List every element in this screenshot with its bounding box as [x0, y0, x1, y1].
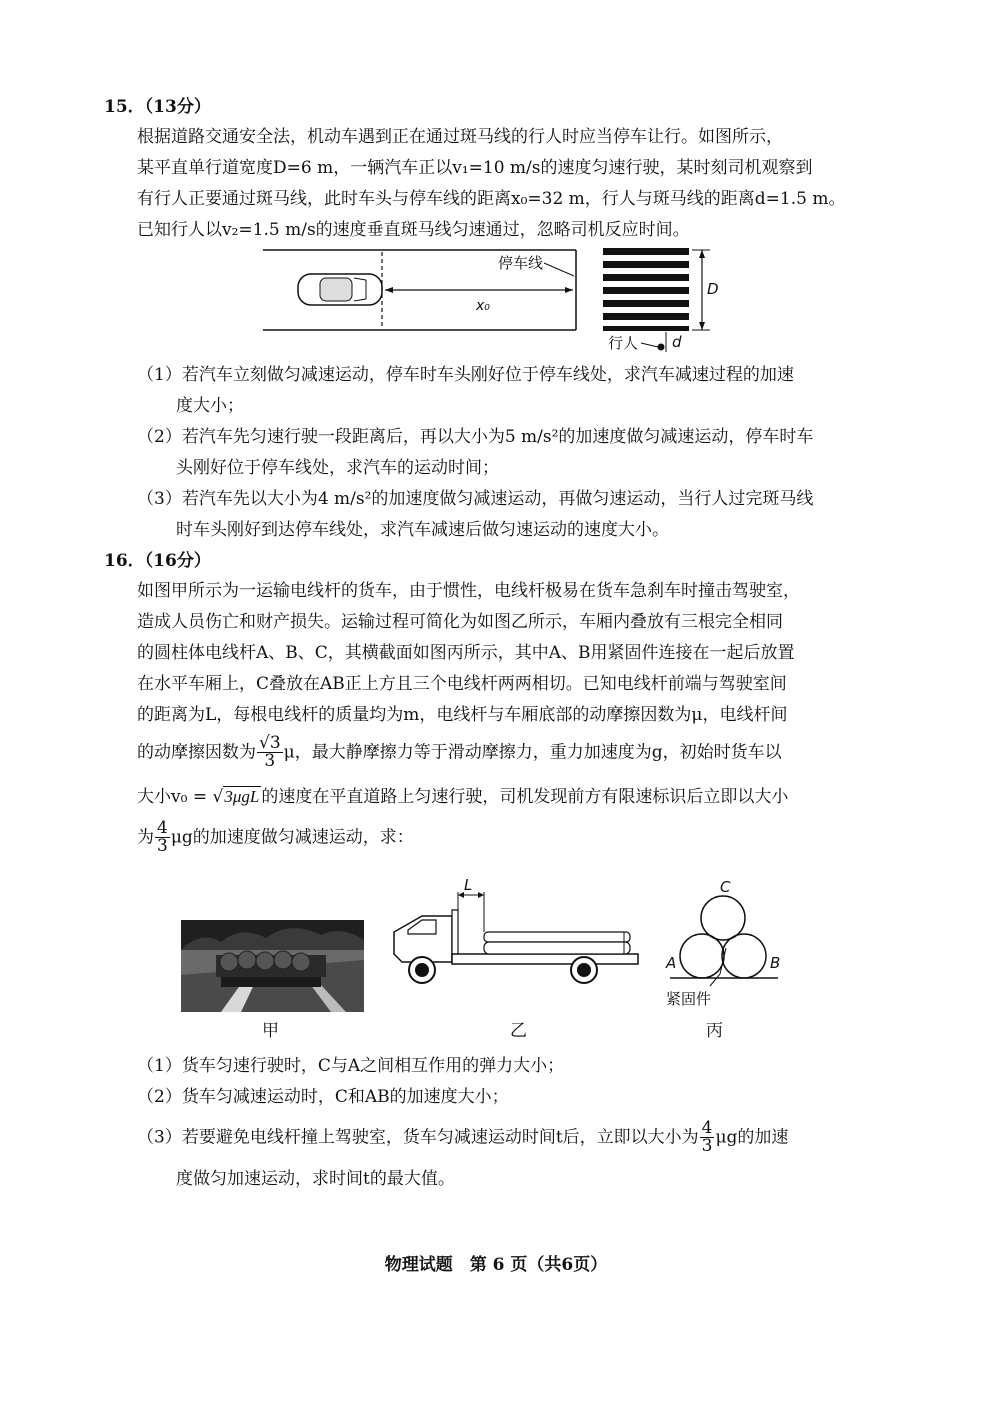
car-icon — [298, 274, 382, 305]
d-label: d — [672, 333, 682, 351]
q15-line-2: 某平直单行道宽度D=6 m，一辆汽车正以v₁=10 m/s的速度匀速行驶，某时刻司机观察到 — [137, 158, 813, 178]
q16-part-2: （2）货车匀减速运动时，C和AB的加速度大小； — [137, 1087, 509, 1107]
q16-header: 16．（16分） — [104, 551, 211, 571]
caption-jia: 甲 — [262, 1021, 279, 1041]
q16-line-7: 大小v₀ = √3μgL 的速度在平直道路上匀速行驶，司机发现前方有限速标识后立即以大小 — [137, 787, 789, 807]
q16-part-3b: 度做匀加速运动，求时间t的最大值。 — [176, 1169, 455, 1189]
q15-line-4: 已知行人以v₂=1.5 m/s的速度垂直斑马线匀速通过，忽略司机反应时间。 — [137, 220, 690, 240]
q16-part-3-post: μg的加速 — [715, 1127, 789, 1148]
fastener-label: 紧固件 — [666, 990, 712, 1008]
stop-line-label: 停车线 — [498, 254, 544, 272]
q16-line-7-post: 的速度在平直道路上匀速行驶，司机发现前方有限速标识后立即以大小 — [261, 787, 789, 807]
fraction-4-over-3: $\frac{4}{3}$ — [157, 818, 168, 856]
cross-section-diagram — [660, 874, 790, 1014]
q15-part-2b: 头刚好位于停车线处，求汽车的运动时间； — [176, 458, 499, 478]
q16-line-3: 的圆柱体电线杆A、B、C，其横截面如图丙所示，其中A、B用紧固件连接在一起后放置 — [137, 643, 795, 663]
zebra-crossing — [603, 248, 689, 331]
A-label: A — [666, 954, 677, 972]
D-label: D — [707, 280, 719, 298]
pole-A — [680, 934, 724, 978]
q15-line-3: 有行人正要通过斑马线，此时车头与停车线的距离x₀=32 m，行人与斑马线的距离d=1.5 m。 — [137, 189, 846, 209]
q16-line-6-pre: 的动摩擦因数为 — [137, 742, 256, 763]
q15-part-1b: 度大小； — [176, 396, 244, 416]
q16-line-8-post: μg的加速度做匀减速运动，求： — [170, 827, 414, 848]
q15-part-2a: （2）若汽车先匀速行驶一段距离后，再以大小为5 m/s²的加速度做匀减速运动，停车时车 — [137, 427, 814, 447]
sqrt-3mugL: 3μgL — [224, 787, 260, 806]
pedestrian-label: 行人 — [608, 334, 639, 352]
truck-diagram — [388, 870, 650, 990]
q16-line-5: 的距离为L，每根电线杆的质量均为m，电线杆与车厢底部的动摩擦因数为μ，电线杆间 — [137, 705, 788, 725]
pole-B — [722, 934, 766, 978]
q15-header: 15．（13分） — [104, 97, 211, 117]
truck-photo — [181, 920, 364, 1012]
L-label: L — [464, 876, 473, 894]
caption-yi: 乙 — [510, 1021, 527, 1041]
q16-line-8-pre: 为 — [137, 827, 154, 848]
q16-part-1: （1）货车匀速行驶时，C与A之间相互作用的弹力大小； — [137, 1056, 565, 1076]
q15-part-3b: 时车头刚好到达停车线处，求汽车减速后做匀速运动的速度大小。 — [176, 520, 669, 540]
C-label: C — [720, 878, 731, 896]
q15-road-diagram — [258, 244, 728, 356]
pole-C — [701, 896, 745, 940]
q16-line-4: 在水平车厢上，C叠放在AB正上方且三个电线杆两两相切。已知电线杆前端与驾驶室间 — [137, 674, 787, 694]
pedestrian-dot — [658, 344, 665, 351]
q15-part-1a: （1）若汽车立刻做匀减速运动，停车时车头刚好位于停车线处，求汽车减速过程的加速 — [137, 365, 794, 385]
q16-part-3-pre: （3）若要避免电线杆撞上驾驶室，货车匀减速运动时间t后，立即以大小为 — [137, 1127, 699, 1148]
B-label: B — [770, 954, 781, 972]
q15-line-1: 根据道路交通安全法，机动车遇到正在通过斑马线的行人时应当停车让行。如图所示， — [137, 127, 783, 147]
q16-line-2: 造成人员伤亡和财产损失。运输过程可简化为如图乙所示，车厢内叠放有三根完全相同 — [137, 612, 783, 632]
q16-line-1: 如图甲所示为一运输电线杆的货车，由于惯性，电线杆极易在货车急刹车时撞击驾驶室， — [137, 581, 800, 601]
fraction-4-over-3-b: $\frac{4}{3}$ — [701, 1118, 713, 1156]
caption-bing: 丙 — [706, 1021, 723, 1041]
fraction-sqrt3-over-3: $\frac{√3}{3}$ — [259, 733, 281, 771]
q16-line-8 — [137, 820, 414, 855]
q15-part-3a: （3）若汽车先以大小为4 m/s²的加速度做匀减速运动，再做匀速运动，当行人过完斑马线 — [137, 489, 814, 509]
q16-line-6-post: μ，最大静摩擦力等于滑动摩擦力，重力加速度为g，初始时货车以 — [283, 742, 782, 763]
q16-part-3 — [137, 1120, 788, 1155]
page-footer: 物理试题 第 6 页（共6页） — [384, 1255, 608, 1275]
x0-label: x₀ — [476, 298, 490, 314]
q16-line-7-pre: 大小v₀ = — [137, 787, 213, 807]
q16-line-6 — [137, 735, 782, 770]
